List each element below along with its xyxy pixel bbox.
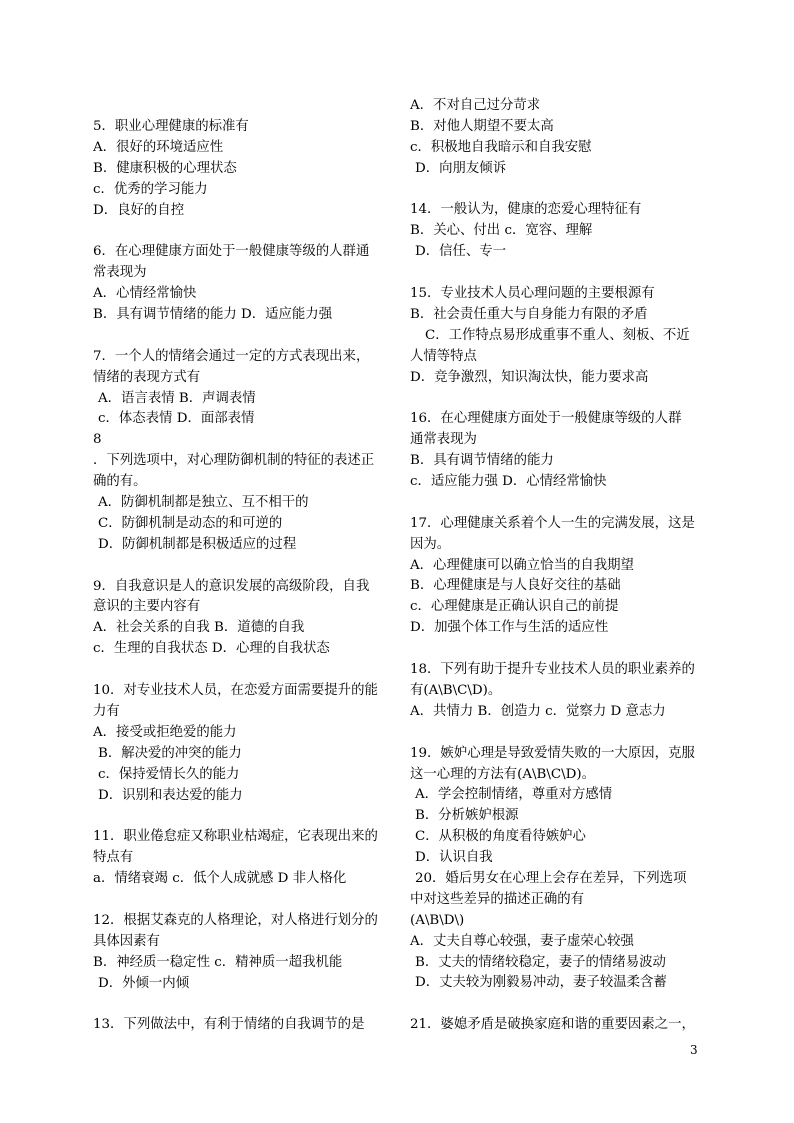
blank-line	[93, 660, 389, 681]
text-line: c．积极地自我暗示和自我安慰	[410, 139, 592, 155]
text-line: B．健康积极的心理状态	[93, 160, 237, 176]
text-line: D．良好的自控	[93, 202, 185, 218]
text-line: D．外倾一内倾	[98, 975, 190, 991]
text-line: c．体态表情 D．面部表情	[98, 411, 255, 427]
left-column	[93, 117, 389, 1036]
text-line: 人情等特点	[410, 348, 477, 364]
text-line: B．心理健康是与人良好交往的基础	[410, 578, 621, 594]
text-line: 21．婆媳矛盾是破换家庭和谐的重要因素之一，	[410, 1017, 695, 1033]
text-line: A．心情经常愉快	[93, 286, 197, 302]
blank-line	[93, 806, 389, 827]
text-line: 具体因素有	[93, 933, 160, 949]
text-line: 19．嫉妒心理是导致爱情失败的一大原因，克服	[410, 745, 695, 761]
text-line: 通常表现为	[410, 432, 477, 448]
blank-line	[410, 388, 704, 409]
text-line: B．对他人期望不要太高	[410, 118, 554, 134]
right-column	[410, 96, 704, 1036]
text-line: 13．下列做法中，有利于情绪的自我调节的是	[93, 1017, 365, 1033]
text-line: 14．一般认为，健康的恋爱心理特征有	[410, 202, 642, 218]
text-line: 9．自我意识是人的意识发展的高级阶段，自我	[93, 578, 370, 594]
text-line: A．丈夫自尊心较强，妻子虚荣心较强	[410, 933, 634, 949]
text-line: 情绪的表现方式有	[93, 369, 201, 385]
text-line: B．解决爱的冲突的能力	[98, 745, 242, 761]
page-number: 3	[690, 1043, 698, 1057]
text-line: D．信任、专一	[415, 244, 507, 260]
text-line: A．防御机制都是独立、互不相干的	[98, 495, 309, 511]
text-line: ．下列选项中，对心理防御机制的特征的表述正	[93, 453, 375, 469]
blank-line	[410, 723, 704, 744]
text-line: D．向朋友倾诉	[415, 160, 507, 176]
text-line: c．心理健康是正确认识自己的前提	[410, 599, 619, 615]
text-line: 特点有	[93, 850, 134, 866]
text-line: A．很好的环境适应性	[93, 139, 224, 155]
text-line: 这一心理的方法有(A\B\C\D)。	[410, 766, 595, 782]
text-line: A．语言表情 B．声调表情	[98, 390, 256, 406]
text-line: 15．专业技术人员心理问题的主要根源有	[410, 286, 655, 302]
text-line: c．优秀的学习能力	[93, 181, 208, 197]
blank-line	[93, 556, 389, 577]
blank-line	[410, 493, 704, 514]
blank-line	[410, 994, 704, 1015]
blank-line	[93, 326, 389, 347]
text-line: C．工作特点易形成重事不重人、刻板、不近	[425, 327, 690, 343]
text-line: 7．一个人的情绪会通过一定的方式表现出来，	[93, 348, 370, 364]
text-line: A．心理健康可以确立恰当的自我期望	[410, 557, 634, 573]
text-line: 常表现为	[93, 265, 147, 281]
blank-line	[93, 221, 389, 242]
text-line: 6．在心理健康方面处于一般健康等级的人群通	[93, 244, 370, 260]
blank-line	[93, 994, 389, 1015]
text-line: B．关心、付出 c．宽容、理解	[410, 223, 593, 239]
blank-line	[93, 890, 389, 911]
text-line: 有(A\B\C\D)。	[410, 682, 502, 698]
text-line: A．不对自己过分苛求	[410, 98, 541, 113]
text-line: A．学会控制情绪，尊重对方感情	[415, 787, 613, 803]
text-line: D．防御机制都是积极适应的过程	[98, 536, 297, 552]
text-line: 10．对专业技术人员，在恋爱方面需要提升的能	[93, 683, 378, 699]
text-line: 因为。	[410, 536, 451, 552]
text-line: D．识别和表达爱的能力	[98, 787, 243, 803]
text-line: D．丈夫较为刚毅易冲动，妻子较温柔含蓄	[415, 975, 667, 991]
text-line: 18．下列有助于提升专业技术人员的职业素养的	[410, 662, 695, 678]
text-line: 中对这些差异的描述正确的有	[410, 891, 585, 907]
text-line: 8	[93, 432, 102, 448]
text-line: 16．在心理健康方面处于一般健康等级的人群	[410, 411, 682, 427]
text-line: 11．职业倦怠症又称职业枯竭症，它表现出来的	[93, 829, 378, 845]
text-line: C．防御机制是动态的和可逆的	[98, 515, 283, 531]
text-line: A．接受或拒绝爱的能力	[93, 724, 237, 740]
blank-line	[410, 180, 704, 201]
text-line: B．分析嫉妒根源	[415, 808, 519, 824]
text-line: c．适应能力强 D．心情经常愉快	[410, 474, 607, 490]
text-line: 12．根据艾森克的人格理论，对人格进行划分的	[93, 912, 378, 928]
text-line: D．竞争激烈，知识淘汰快，能力要求高	[410, 369, 649, 385]
text-line: D．加强个体工作与生活的适应性	[410, 620, 609, 636]
text-line: A．共情力 B．创造力 c．觉察力 D 意志力	[410, 703, 666, 719]
text-line: C．从积极的角度看待嫉妒心	[415, 829, 586, 845]
text-line: B．具有调节情绪的能力 D．适应能力强	[93, 307, 333, 323]
text-line: 20．婚后男女在心理上会存在差异，下列选项	[415, 870, 687, 886]
blank-line	[410, 639, 704, 660]
text-line: 力有	[93, 703, 120, 719]
text-line: B．神经质一稳定性 c．精神质一超我机能	[93, 954, 343, 970]
text-line: A．社会关系的自我 B．道德的自我	[93, 620, 305, 636]
text-line: 意识的主要内容有	[93, 599, 201, 615]
text-line: c．保持爱情长久的能力	[98, 766, 240, 782]
text-line: B．社会责任重大与自身能力有限的矛盾	[410, 306, 648, 322]
text-line: 确的有。	[93, 474, 147, 490]
text-line: c．生理的自我状态 D．心理的自我状态	[93, 641, 330, 657]
text-line: a．情绪衰竭 c．低个人成就感 D 非人格化	[93, 871, 347, 887]
text-line: 17．心理健康关系着个人一生的完满发展，这是	[410, 515, 695, 531]
blank-line	[410, 263, 704, 284]
text-line: B．丈夫的情绪较稳定，妻子的情绪易波动	[415, 954, 666, 970]
text-line: B．具有调节情绪的能力	[410, 453, 554, 469]
text-line: D．认识自我	[415, 850, 493, 866]
text-line: (A\B\D\)	[410, 912, 465, 928]
text-line: 5．职业心理健康的标准有	[93, 119, 249, 134]
